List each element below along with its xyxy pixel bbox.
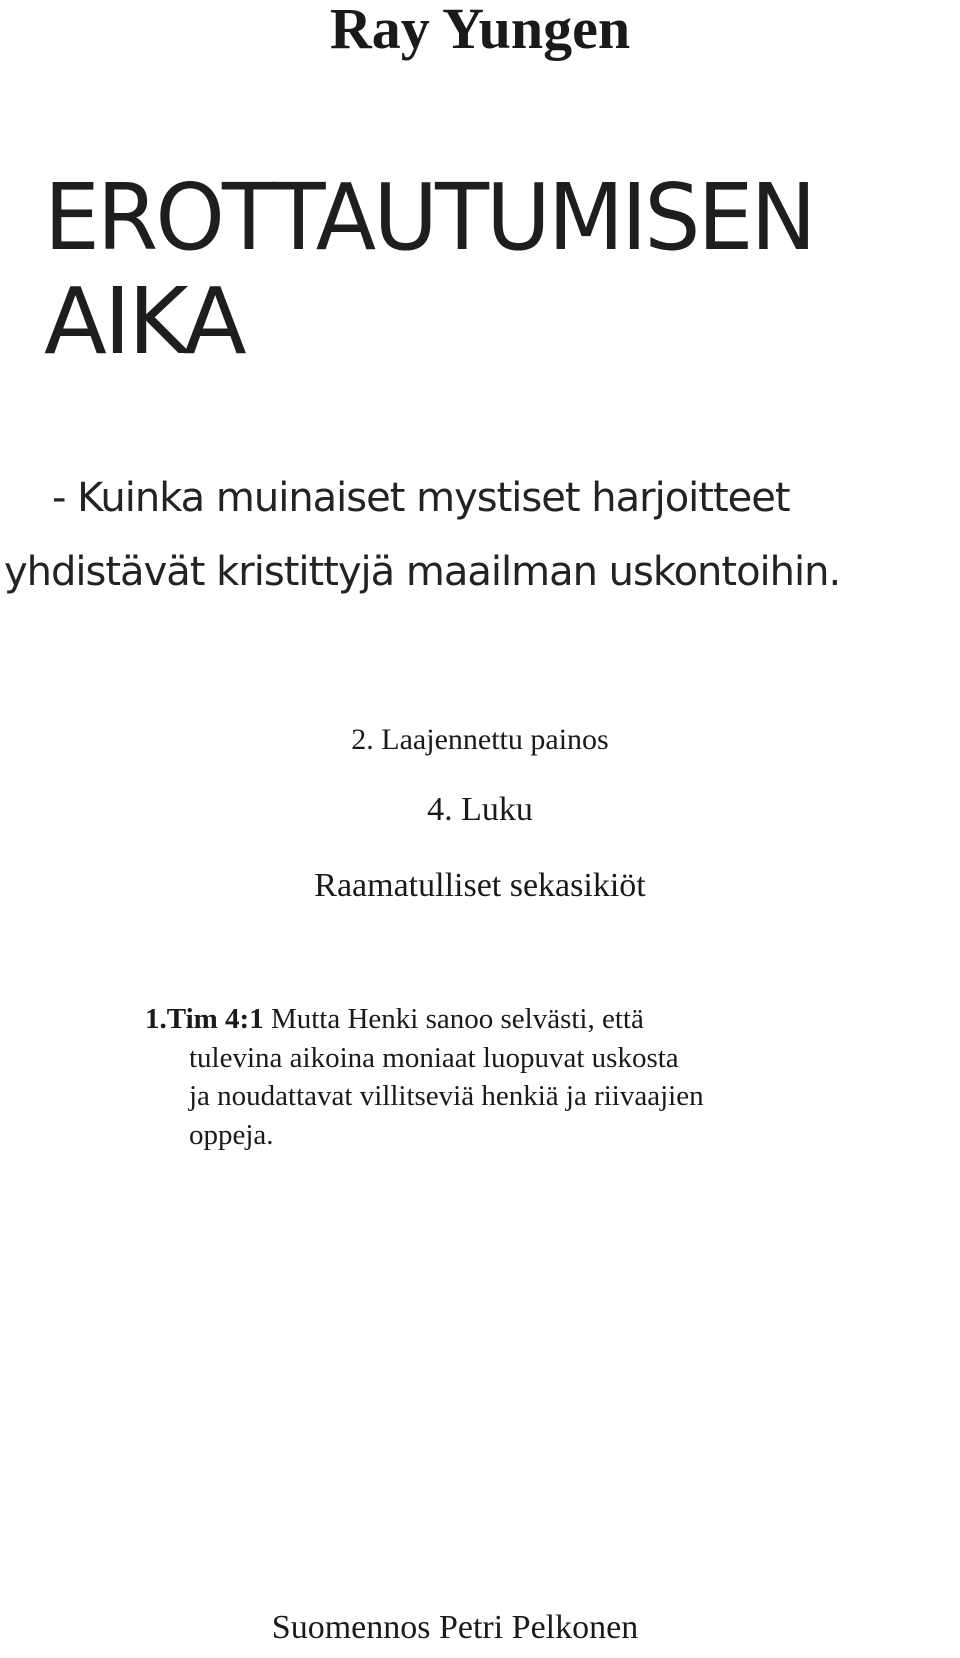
verse-first-line [145,1000,865,1039]
translator-credit: Suomennos Petri Pelkonen [271,1609,639,1646]
verse-text-line-1: Mutta Henki sanoo selvästi, että [263,1003,644,1035]
chapter-number: 4. Luku [427,791,533,828]
verse-text-line-2: tulevina aikoina moniaat luopuvat uskosta [189,1041,679,1074]
bible-verse [145,1000,865,1154]
chapter-title: Raamatulliset sekasikiöt [314,867,646,904]
edition-label: 2. Laajennettu painos [351,723,609,756]
verse-text-line-3: ja noudattavat villitseviä henkiä ja riivaajien [189,1080,704,1112]
subtitle-line-1: - Kuinka muinaiset mystiset harjoitteet [52,475,790,521]
book-title-line-1: EROTTAUTUMISEN [44,164,814,271]
verse-reference: 1.Tim 4:1 [145,1003,264,1035]
subtitle-line-2: yhdistävät kristittyjä maailman uskontoihin. [4,549,841,595]
verse-text-line-4: oppeja. [189,1118,274,1151]
author-name: Ray Yungen [329,0,631,61]
book-title-line-2: AIKA [44,268,244,375]
